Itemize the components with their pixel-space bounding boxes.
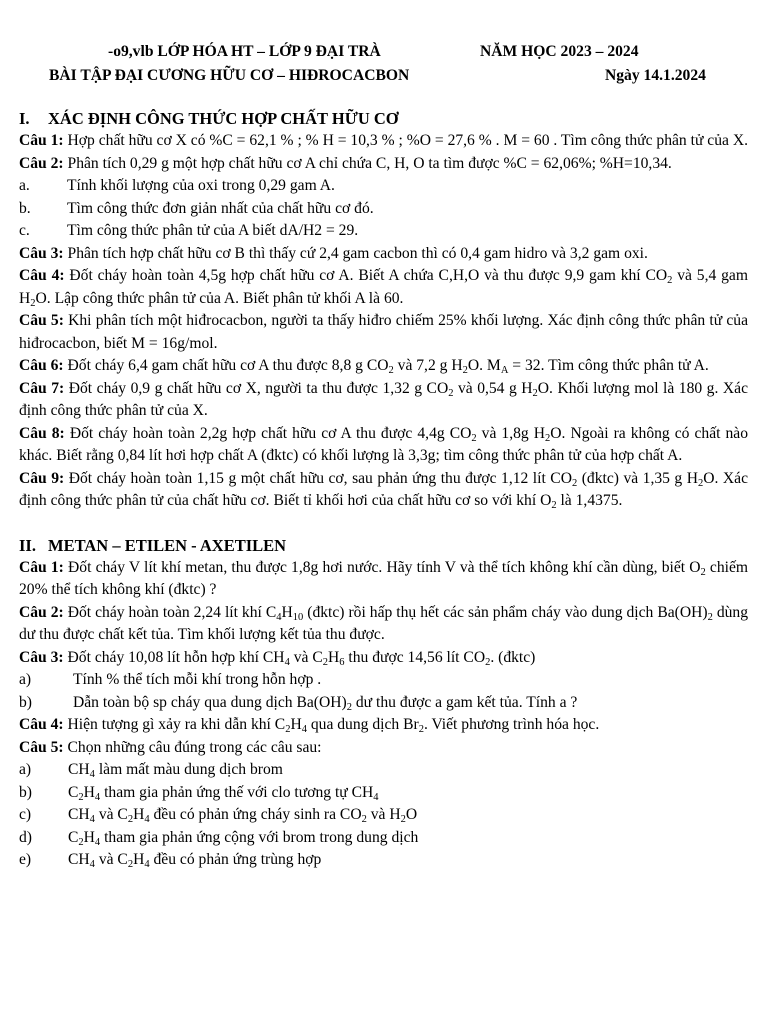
subscript: 2 — [322, 656, 328, 668]
option-text-part: CH — [68, 806, 90, 823]
question-text: Phân tích 0,29 g một hợp chất hữu cơ A chỉ chứa C, H, O ta tìm được %C = 62,06%; %H=10,34. — [67, 154, 672, 172]
subscript: 4 — [144, 814, 150, 825]
question-text: Đốt cháy hoàn toàn 1,15 g một chất hữu cơ, sau phản ứng thu được 1,12 lít CO — [68, 469, 572, 487]
question-text: qua dung dịch Br — [306, 716, 419, 733]
option-key: e) — [19, 851, 32, 868]
s1-q2-option-b — [19, 198, 748, 221]
subscript: 2 — [551, 500, 557, 511]
question-label: Câu 9: — [19, 469, 65, 487]
subscript: 2 — [418, 724, 424, 735]
question-text: và 7,2 g H — [393, 357, 463, 374]
subscript: 2 — [30, 297, 36, 309]
option-key: b. — [19, 199, 31, 217]
option-text: Tìm công thức đơn giản nhất của chất hữu cơ đó. — [67, 199, 374, 217]
option-text-part: H — [133, 851, 145, 868]
question-text: H — [327, 648, 340, 666]
option-text-part: Dẫn toàn bộ sp cháy qua dung dịch Ba(OH) — [73, 693, 347, 711]
option-text — [73, 692, 577, 715]
option-text-part: và C — [94, 851, 128, 868]
subscript: 2 — [285, 724, 291, 735]
option-text-part: CH — [68, 851, 90, 868]
question-label: Câu 1: — [19, 558, 64, 576]
section-2-heading — [19, 534, 748, 557]
option-text — [68, 782, 379, 805]
subscript: 2 — [400, 814, 406, 825]
question-text: Đốt cháy 6,4 gam chất hữu cơ A thu được 8,8 g CO — [67, 357, 389, 374]
option-text-part: đều có phản ứng cháy sinh ra CO — [149, 806, 362, 823]
subscript: 2 — [667, 275, 673, 286]
subscript: 2 — [485, 656, 491, 668]
question-text: (đktc) rồi hấp thụ hết các sản phẩm cháy vào dung dịch Ba(OH) — [303, 603, 708, 621]
option-text-part: đều có phản ứng trùng hợp — [149, 851, 322, 868]
subscript: 2 — [545, 432, 551, 444]
s2-question-3 — [19, 647, 748, 670]
option-text — [68, 827, 418, 850]
subscript: 4 — [373, 791, 379, 803]
s1-question-5 — [19, 310, 748, 355]
question-text: Chọn những câu đúng trong các câu sau: — [67, 738, 322, 756]
question-label: Câu 4: — [19, 267, 65, 284]
subscript: 2 — [700, 566, 706, 578]
option-text-part: H — [133, 806, 145, 823]
option-key: d) — [19, 828, 32, 846]
s1-question-2 — [19, 153, 748, 176]
question-label: Câu 4: — [19, 716, 64, 733]
s2-q3-option-b — [19, 692, 748, 715]
question-text: và 0,54 g H — [453, 379, 533, 397]
subscript: 4 — [89, 814, 95, 825]
question-text: thu được 14,56 lít CO — [344, 648, 486, 666]
option-text: Tìm công thức phân tử của A biết dA/H2 = 29. — [67, 222, 359, 239]
question-text: . (đktc) — [490, 648, 536, 666]
question-text: và C — [289, 648, 323, 666]
subscript: 2 — [471, 432, 477, 444]
subscript: 4 — [276, 611, 282, 623]
option-text-part: C — [68, 783, 79, 801]
question-text: Phân tích hợp chất hữu cơ B thì thấy cứ 2,4 gam cacbon thì có 0,4 gam hidro và 3,2 gam oxi. — [67, 244, 648, 262]
question-text: và 5,4 gam H — [19, 267, 748, 307]
s2-q5-option-b — [19, 782, 748, 805]
worksheet-date: Ngày 14.1.2024 — [605, 67, 706, 84]
question-text: . Viết phương trình hóa học. — [423, 716, 600, 733]
question-text: H — [290, 716, 302, 733]
subscript: A — [500, 365, 509, 376]
s1-question-1 — [19, 130, 748, 153]
option-text-part: và C — [94, 806, 128, 823]
question-text: dùng dư thu được chất kết tủa. Tìm khối lượng kết tủa thu được. — [19, 603, 749, 643]
option-key: a) — [19, 761, 32, 778]
question-text: O. Ngoài ra không có chất nào khác. Biết rằng 0,84 lít hơi hợp chất A (đktc) có khối lượng là 3,3g; tìm công thức phân tử của hợp chất A. — [19, 424, 749, 464]
subscript: 10 — [292, 611, 304, 623]
option-text-part: tham gia phản ứng thế với clo tương tự CH — [100, 783, 374, 801]
option-key: c. — [19, 222, 30, 239]
s2-question-2 — [19, 602, 748, 647]
subscript: 2 — [361, 814, 367, 825]
option-text-part: C — [68, 828, 79, 846]
section-1-heading — [19, 107, 748, 130]
s2-q5-option-a — [19, 759, 748, 782]
question-text: Đốt cháy 10,08 lít hỗn hợp khí CH — [67, 648, 285, 666]
s1-question-7 — [19, 378, 748, 423]
question-text: Đốt cháy V lít khí metan, thu được 1,8g hơi nước. Hãy tính V và thể tích không khí cần dùng, biết O — [68, 558, 701, 576]
subscript: 2 — [707, 611, 713, 623]
option-text-part: CH — [68, 761, 90, 778]
option-text-part: O — [405, 806, 418, 823]
question-text: Hiện tượng gì xảy ra khi dẫn khí C — [67, 716, 286, 733]
header-line-1 — [19, 40, 748, 64]
s1-q2-option-c — [19, 220, 748, 243]
s2-question-4 — [19, 714, 748, 737]
question-text: Đốt cháy hoàn toàn 2,24 lít khí C — [67, 603, 277, 621]
section-1-number: I. — [19, 109, 30, 128]
subscript: 2 — [78, 791, 84, 803]
option-text — [68, 759, 283, 782]
option-text: Tính khối lượng của oxi trong 0,29 gam A. — [67, 177, 335, 194]
question-text: là 1,4375. — [556, 492, 623, 509]
question-label: Câu 5: — [19, 738, 64, 756]
question-text: O. Lập công thức phân tử của A. Biết phân tử khối A là 60. — [35, 289, 404, 307]
subscript: 6 — [339, 656, 345, 668]
question-text: Khi phân tích một hiđrocacbon, người ta thấy hiđro chiếm 25% khối lượng. Xác định công thức phân tử của hiđrocacbon, biết M = 16g/mol. — [19, 312, 748, 352]
section-1-title: XÁC ĐỊNH CÔNG THỨC HỢP CHẤT HỮU CƠ — [48, 109, 399, 128]
subscript: 2 — [127, 814, 134, 825]
option-text-part: H — [83, 828, 95, 846]
question-label: Câu 3: — [19, 244, 64, 262]
s2-q5-option-d — [19, 827, 748, 850]
subscript: 4 — [94, 791, 101, 803]
question-text: O. M — [467, 357, 501, 374]
question-text: Hợp chất hữu cơ X có %C = 62,1 % ; % H = 10,3 % ; %O = 27,6 % . M = 60 . Tìm công thức phân tử của X. — [67, 132, 748, 149]
document-header — [19, 40, 748, 88]
question-label: Câu 6: — [19, 357, 64, 374]
subscript: 2 — [78, 836, 84, 848]
option-text: Tính % thể tích mỗi khí trong hỗn hợp . — [73, 671, 322, 688]
question-text: Đốt cháy 0,9 g chất hữu cơ X, người ta thu được 1,32 g CO — [68, 379, 449, 397]
s1-question-4 — [19, 265, 748, 310]
subscript: 4 — [284, 656, 290, 668]
option-key: b) — [19, 693, 32, 711]
school-year: NĂM HỌC 2023 – 2024 — [480, 43, 639, 60]
class-title: -o9,vlb LỚP HÓA HT – LỚP 9 ĐẠI TRÀ — [108, 43, 381, 60]
question-text: O. Xác định công thức phân tử của chất hữu cơ. Biết tỉ khối hơi của chất hữu cơ so với khí O — [19, 469, 748, 509]
question-text: H — [281, 603, 293, 621]
s2-question-1 — [19, 557, 748, 602]
subscript: 2 — [127, 859, 134, 870]
s1-question-8 — [19, 423, 748, 468]
subscript: 2 — [697, 477, 704, 489]
s2-q5-option-e — [19, 849, 748, 872]
subscript: 4 — [89, 769, 95, 780]
section-2-title: METAN – ETILEN - AXETILEN — [48, 535, 287, 555]
subscript: 4 — [94, 836, 101, 848]
s1-question-3 — [19, 243, 748, 266]
option-text-part: và H — [366, 806, 401, 823]
question-text: (đktc) và 1,35 g H — [577, 469, 698, 487]
s1-question-6 — [19, 355, 748, 378]
question-label: Câu 1: — [19, 132, 64, 149]
question-text: Đốt cháy hoàn toàn 2,2g hợp chất hữu cơ A thu được 4,4g CO — [69, 424, 472, 442]
subscript: 2 — [448, 387, 454, 399]
question-label: Câu 8: — [19, 424, 65, 442]
question-label: Câu 2: — [19, 154, 64, 172]
question-text: chiếm 20% thể tích không khí (đktc) ? — [19, 558, 749, 598]
option-key: b) — [19, 783, 32, 801]
option-text-part: H — [83, 783, 95, 801]
option-key: a. — [19, 177, 30, 194]
subscript: 2 — [388, 365, 394, 376]
subscript: 4 — [301, 724, 307, 735]
worksheet-title: BÀI TẬP ĐẠI CƯƠNG HỮU CƠ – HIĐROCACBON — [49, 67, 410, 84]
subscript: 2 — [532, 387, 538, 399]
question-text: = 32. Tìm công thức phân tử A. — [508, 357, 709, 374]
section-2-number: II. — [19, 535, 36, 555]
subscript: 4 — [144, 859, 150, 870]
option-text-part: làm mất màu dung dịch brom — [94, 761, 283, 778]
s1-question-9 — [19, 468, 748, 513]
option-key: a) — [19, 671, 32, 688]
s2-q5-option-c — [19, 804, 748, 827]
subscript: 4 — [89, 859, 95, 870]
option-key: c) — [19, 806, 32, 823]
subscript: 2 — [462, 365, 468, 376]
option-text — [68, 849, 321, 872]
s2-question-5 — [19, 737, 748, 760]
option-text-part: dư thu được a gam kết tủa. Tính a ? — [351, 693, 578, 711]
subscript: 2 — [346, 701, 352, 713]
s1-q2-option-a — [19, 175, 748, 198]
question-label: Câu 7: — [19, 379, 65, 397]
question-text: Đốt cháy hoàn toàn 4,5g hợp chất hữu cơ A. Biết A chứa C,H,O và thu được 9,9 gam khí CO — [69, 267, 668, 284]
question-label: Câu 2: — [19, 603, 64, 621]
option-text-part: tham gia phản ứng cộng với brom trong dung dịch — [100, 828, 419, 846]
question-label: Câu 3: — [19, 648, 64, 666]
option-text — [68, 804, 417, 827]
header-line-2 — [19, 64, 748, 88]
s2-q3-option-a — [19, 669, 748, 692]
question-text: và 1,8g H — [476, 424, 545, 442]
question-text: O. Khối lượng mol là 180 g. Xác định công thức phân tử của X. — [19, 379, 748, 419]
subscript: 2 — [571, 477, 578, 489]
question-label: Câu 5: — [19, 312, 64, 329]
